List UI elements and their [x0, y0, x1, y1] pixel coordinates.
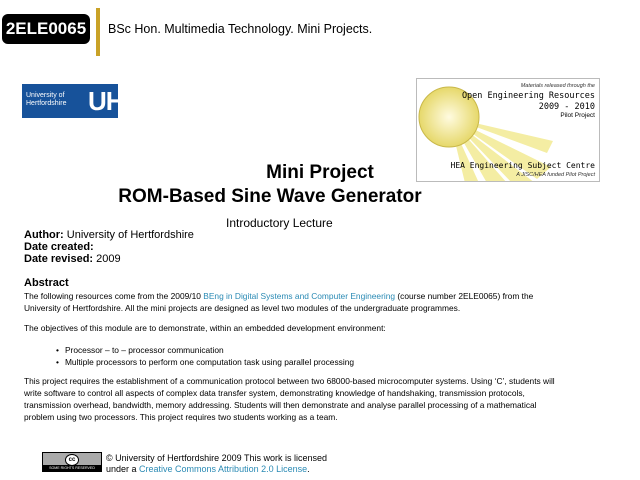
course-code: 2ELE0065 [2, 14, 90, 44]
right-band [608, 62, 640, 480]
cc-strip-text: SOME RIGHTS RESERVED [49, 466, 95, 470]
oer-line1: Open Engineering Resources [461, 91, 595, 101]
header-title: BSc Hon. Multimedia Technology. Mini Projects. [108, 22, 373, 36]
date-created-line [24, 241, 94, 253]
oer-line4: HEA Engineering Subject Centre [450, 161, 595, 170]
p1-line2: University of Hertfordshire. All the mini projects are designed as level two modules of the undergraduate programmes. [24, 303, 461, 313]
cc-icon: cc [65, 454, 79, 466]
header-divider [96, 8, 100, 56]
date-created-label: Date created: [24, 241, 94, 253]
list-item: • Processor – to – processor communication [56, 344, 354, 356]
course-link[interactable]: BEng in Digital Systems and Computer Engineering [203, 291, 396, 301]
page-title: Mini Project [266, 162, 374, 183]
logo-text-line1: University of [26, 92, 65, 99]
logo-text-line2: Hertfordshire [26, 100, 67, 107]
date-revised-label: Date revised: [24, 253, 94, 265]
license-line2-pre: under a [106, 464, 140, 474]
oer-line5: A JISC/HEA funded Pilot Project [516, 172, 595, 178]
abstract-paragraph-3 [24, 375, 604, 423]
university-logo [22, 84, 124, 118]
left-band [0, 62, 22, 480]
author-value: University of Hertfordshire [63, 229, 194, 241]
abstract-paragraph-2: The objectives of this module are to demonstrate, within an embedded development environment: [24, 323, 386, 333]
license-line2-post: . [307, 464, 310, 474]
author-label: Author: [24, 229, 64, 241]
p3-line3: transmission overhead, bandwidth, memory addressing. Students will then demonstrate and analyse parallel processing of a mathematical [24, 400, 537, 410]
p3-line1: This project requires the establishment of a communication protocol between two 68000-based microcomputer systems. Using ‘C’, students will [24, 376, 555, 386]
list-item: • Multiple processors to perform one computation task using parallel processing [56, 356, 354, 368]
cc-strip [43, 465, 101, 471]
university-logo-text [26, 92, 66, 108]
license-line1: © University of Hertfordshire 2009 This work is licensed [106, 453, 328, 463]
objectives-list [56, 344, 354, 368]
license-link[interactable]: Creative Commons Attribution 2.0 License [139, 464, 308, 474]
p1-pre: The following resources come from the 2009/10 [24, 291, 204, 301]
left-band-footer [0, 440, 22, 480]
abstract-heading: Abstract [24, 277, 69, 289]
oer-line3: Pilot Project [560, 112, 595, 119]
header-bar [0, 0, 640, 62]
date-revised-value: 2009 [93, 253, 121, 265]
license-footer [106, 453, 327, 475]
date-revised-line [24, 253, 121, 265]
p3-line2: write software to control all aspects of complex data transfer system, demonstrating knowledge of handshaking, transmission protocols, [24, 388, 525, 398]
creative-commons-badge[interactable] [42, 452, 102, 472]
page-subtitle-main: ROM-Based Sine Wave Generator [118, 186, 422, 207]
abstract-paragraph-1 [24, 290, 604, 314]
uh-mark: UH [88, 86, 124, 116]
p3-line4: problem using two processors. This project requires two students working as a team. [24, 412, 338, 422]
lecture-subtitle: Introductory Lecture [226, 216, 333, 230]
oer-small-text: Materials released through the [520, 83, 595, 89]
oer-line2: 2009 - 2010 [538, 102, 595, 112]
p1-post: (course number 2ELE0065) from the [395, 291, 534, 301]
author-line [24, 229, 194, 241]
